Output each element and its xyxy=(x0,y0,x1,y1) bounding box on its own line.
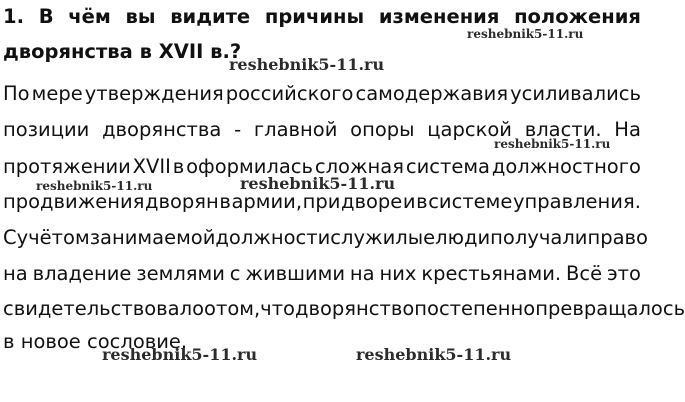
word: протяжении xyxy=(3,155,131,178)
word: - xyxy=(234,118,242,141)
word: По xyxy=(3,82,30,105)
word: армии, xyxy=(231,190,303,213)
word: что xyxy=(260,297,295,320)
word: продвижения xyxy=(3,190,145,213)
watermark: reshebnik5-11.ru xyxy=(467,27,584,41)
word: дворян xyxy=(145,190,219,213)
word: системе xyxy=(428,190,513,213)
word: на xyxy=(3,262,28,285)
word: должностного xyxy=(491,155,641,178)
word: них xyxy=(379,262,417,285)
word: о xyxy=(204,297,216,320)
watermark: reshebnik5-11.ru xyxy=(494,137,611,151)
word: положения xyxy=(514,5,641,28)
word: позиции xyxy=(3,118,90,141)
word: жившими xyxy=(245,262,346,285)
word: Всё xyxy=(565,262,603,285)
word: изменения xyxy=(378,5,500,28)
question-line-2: дворянства в XVII в.? xyxy=(3,40,242,63)
answer-line-8: в новое сословие. xyxy=(3,330,188,353)
word: XVII xyxy=(132,155,171,178)
answer-line-4 xyxy=(3,190,641,213)
word: опоры xyxy=(350,118,415,141)
watermark: reshebnik5-11.ru xyxy=(229,55,385,74)
word: сложная xyxy=(314,155,404,178)
question-line-1 xyxy=(3,5,641,28)
word: в xyxy=(416,190,428,213)
answer-line-6 xyxy=(3,262,641,285)
word: российского xyxy=(225,82,354,105)
watermark: reshebnik5-11.ru xyxy=(36,179,153,193)
word: должности xyxy=(215,226,331,249)
word: На xyxy=(614,118,641,141)
word: это xyxy=(606,262,641,285)
word: система xyxy=(405,155,490,178)
word: усиливались xyxy=(510,82,641,105)
watermark: reshebnik5-11.ru xyxy=(102,345,258,364)
word: право xyxy=(587,226,648,249)
word: с xyxy=(229,262,241,285)
word: оформилась xyxy=(186,155,314,178)
word: владение xyxy=(32,262,132,285)
word: власти. xyxy=(524,118,602,141)
word: и xyxy=(402,190,416,213)
word: дворе xyxy=(341,190,403,213)
word: чём xyxy=(68,5,111,28)
word: занимаемой xyxy=(89,226,216,249)
answer-line-1 xyxy=(3,82,641,105)
word: люди xyxy=(435,226,491,249)
word: дворянства xyxy=(102,118,222,141)
word: превращалось xyxy=(535,297,685,320)
word: свидетельствовало xyxy=(3,297,205,320)
word: получали xyxy=(490,226,588,249)
watermark: reshebnik5-11.ru xyxy=(356,345,512,364)
word: причины xyxy=(264,5,365,28)
word: мере xyxy=(31,82,83,105)
word: дворянство xyxy=(294,297,415,320)
word: 1. xyxy=(3,5,24,28)
word: утверждения xyxy=(84,82,224,105)
word: видите xyxy=(170,5,251,28)
word: управления. xyxy=(512,190,641,213)
word: служилые xyxy=(330,226,436,249)
word: крестьянами. xyxy=(421,262,562,285)
word: землями xyxy=(136,262,225,285)
word: при xyxy=(302,190,341,213)
word: вы xyxy=(125,5,156,28)
word: царской xyxy=(427,118,512,141)
answer-line-5 xyxy=(3,226,648,249)
word: в xyxy=(219,190,231,213)
word: в xyxy=(172,155,185,178)
word: учётом xyxy=(16,226,90,249)
watermark: reshebnik5-11.ru xyxy=(240,174,396,193)
word: постепенно xyxy=(414,297,536,320)
word: В xyxy=(38,5,54,28)
word: том, xyxy=(215,297,261,320)
word: на xyxy=(349,262,375,285)
word: С xyxy=(3,226,17,249)
answer-line-7 xyxy=(3,297,685,320)
word: главной xyxy=(253,118,338,141)
word: самодержавия xyxy=(355,82,509,105)
